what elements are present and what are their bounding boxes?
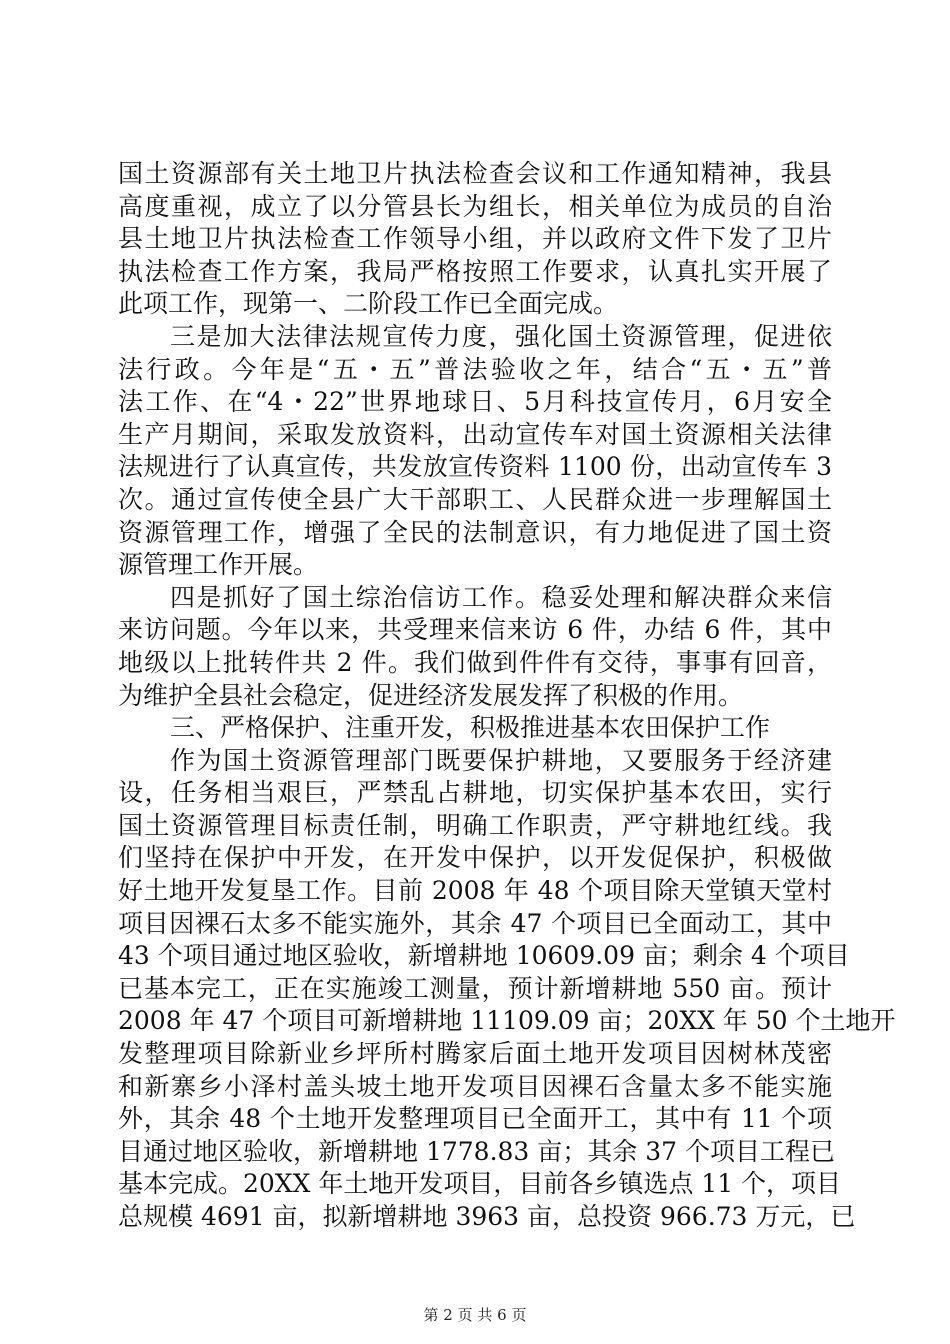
text-line: 已基本完工，正在实施竣工测量，预计新增耕地 550 亩。预计 — [118, 973, 832, 1003]
text-line: 目通过地区验收，新增耕地 1778.83 亩；其余 37 个项目工程已 — [118, 1136, 835, 1166]
text-line: 总规模 4691 亩，拟新增耕地 3963 亩，总投资 966.73 万元，已 — [118, 1202, 856, 1231]
text-line: 三、严格保护、注重开发，积极推进基本农田保护工作 — [170, 713, 771, 743]
text-line: 来访问题。今年以来，共受理来信来访 6 件，办结 6 件，其中 — [118, 615, 832, 645]
text-line: 设，任务相当艰巨，严禁乱占耕地，切实保护基本农田，实行 — [118, 778, 832, 808]
paragraph — [118, 712, 832, 745]
text-line: 作为国土资源管理部门既要保护耕地，又要服务于经济建 — [170, 745, 832, 775]
paragraph — [118, 582, 832, 712]
text-line: 国土资源管理目标责任制，明确工作职责，严守耕地红线。我 — [118, 810, 832, 840]
text-line: 和新寨乡小泽村盖头坡土地开发项目因裸石含量太多不能实施 — [118, 1071, 832, 1101]
paragraph — [118, 158, 832, 321]
text-line: 外，其余 48 个土地开发整理项目已全面开工，其中有 11 个项 — [118, 1104, 832, 1134]
text-line: 执法检查工作方案，我局严格按照工作要求，认真扎实开展了 — [118, 256, 832, 286]
text-line: 源管理工作开展。 — [118, 550, 319, 580]
paragraph — [118, 321, 832, 582]
document-body — [118, 158, 896, 1234]
text-line: 法规进行了认真宣传，共发放宣传资料 1100 份，出动宣传车 3 — [118, 452, 832, 482]
text-line: 们坚持在保护中开发，在开发中保护，以开发促保护，积极做 — [118, 843, 832, 873]
text-line: 国土资源部有关土地卫片执法检查会议和工作通知精神，我县 — [118, 159, 832, 188]
text-line: 发整理项目除新业乡坪所村腾家后面土地开发项目因树林茂密 — [118, 1039, 832, 1069]
text-line: 地级以上批转件共 2 件。我们做到件件有交待，事事有回音， — [118, 647, 832, 677]
text-line: 生产月期间，采取发放资料，出动宣传车对国土资源相关法律 — [118, 419, 832, 449]
text-line: 好土地开发复垦工作。目前 2008 年 48 个项目除天堂镇天堂村 — [118, 876, 832, 906]
text-line: 次。通过宣传使全县广大干部职工、人民群众进一步理解国土 — [118, 484, 832, 514]
page-footer: 第 2 页 共 6 页 — [423, 1306, 527, 1324]
text-line: 项目因裸石太多不能实施外，其余 47 个项目已全面动工，其中 — [118, 908, 832, 938]
text-line: 资源管理工作，增强了全民的法制意识，有力地促进了国土资 — [118, 517, 832, 547]
text-line: 四是抓好了国土综治信访工作。稳妥处理和解决群众来信 — [170, 582, 832, 612]
text-line: 2008 年 47 个项目可新增耕地 11109.09 亩；20XX 年 50 个土地开 — [118, 1006, 896, 1036]
text-line: 为维护全县社会稳定，促进经济发展发挥了积极的作用。 — [118, 680, 744, 710]
text-line: 县土地卫片执法检查工作领导小组，并以政府文件下发了卫片 — [118, 224, 832, 254]
text-line: 法工作、在“4・22”世界地球日、5月科技宣传月，6月安全 — [118, 387, 832, 417]
text-line: 此项工作，现第一、二阶段工作已全面完成。 — [118, 289, 619, 319]
text-line: 43 个项目通过地区验收，新增耕地 10609.09 亩；剩余 4 个项目 — [118, 941, 850, 971]
text-line: 三是加大法律法规宣传力度，强化国土资源管理，促进依 — [170, 321, 832, 351]
paragraph — [118, 745, 896, 1234]
text-line: 法行政。今年是“五・五”普法验收之年，结合“五・五”普 — [118, 354, 832, 384]
text-line: 基本完成。20XX 年土地开发项目，目前各乡镇选点 11 个，项目 — [118, 1169, 842, 1199]
text-line: 高度重视，成立了以分管县长为组长，相关单位为成员的自治 — [118, 191, 832, 221]
